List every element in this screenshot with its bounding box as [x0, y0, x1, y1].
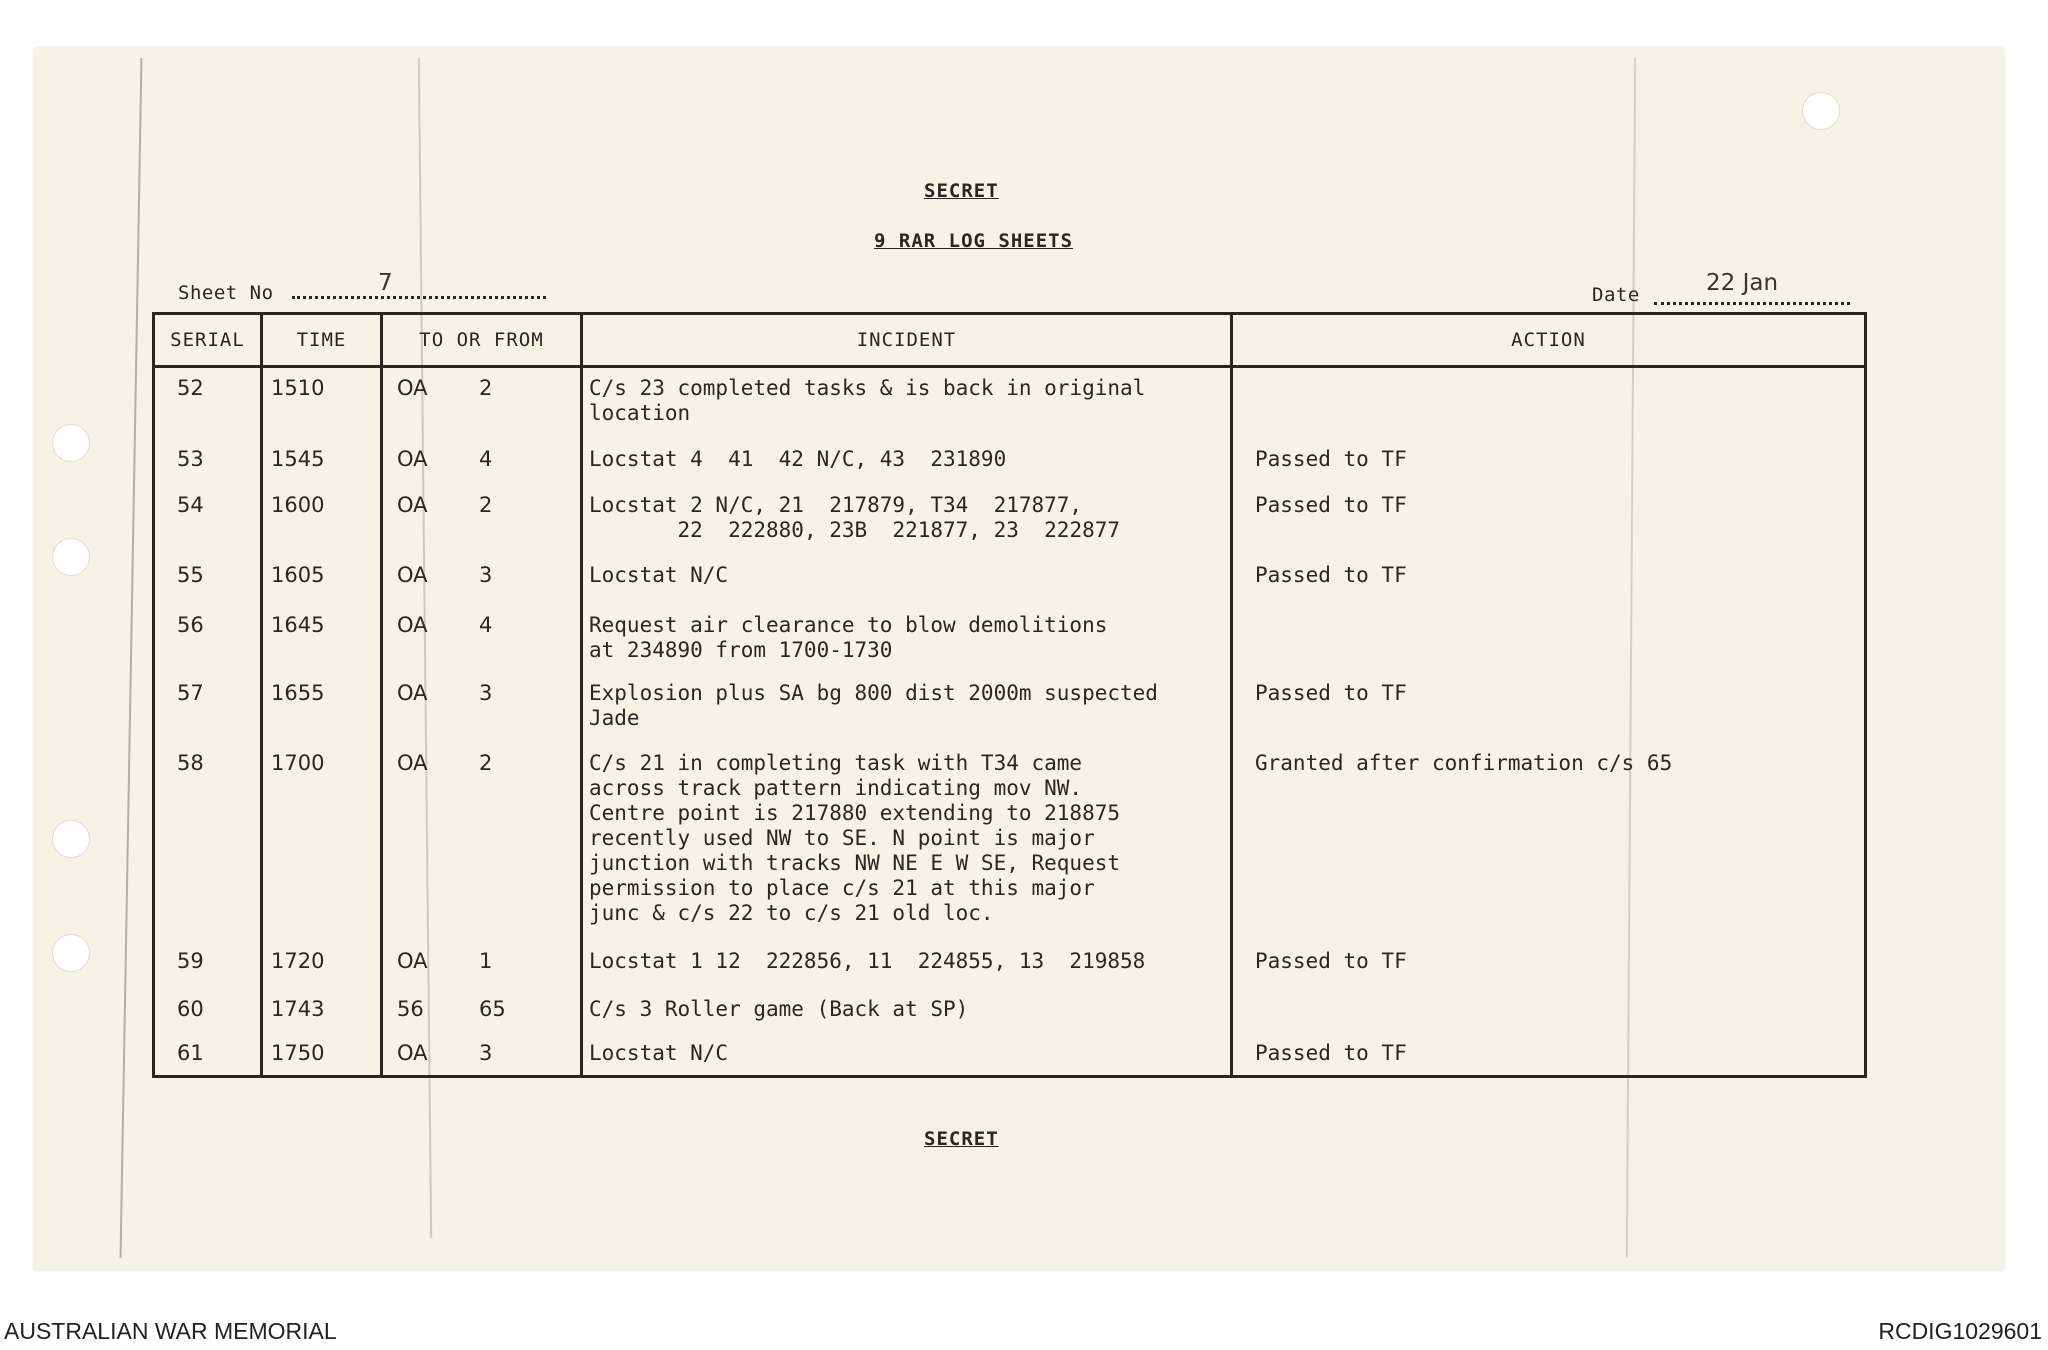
action-cell: Passed to TF	[1232, 673, 1866, 743]
from-value: 1	[479, 948, 493, 973]
from-value: 3	[479, 680, 493, 705]
table-row	[154, 439, 1866, 485]
action-cell: Passed to TF	[1232, 555, 1866, 605]
time-cell: 1655	[262, 673, 382, 743]
time-cell: 1605	[262, 555, 382, 605]
time-cell: 1700	[262, 743, 382, 941]
paper-crease	[120, 58, 143, 1258]
time-cell: 1545	[262, 439, 382, 485]
incident-cell: Explosion plus SA bg 800 dist 2000m suspected Jade	[582, 673, 1232, 743]
serial-cell: 57	[154, 673, 262, 743]
to-or-from-cell	[382, 555, 582, 605]
to-value: 56	[397, 996, 424, 1021]
log-table	[152, 312, 1867, 1078]
serial-cell: 54	[154, 485, 262, 555]
table-row	[154, 485, 1866, 555]
time-cell: 1510	[262, 367, 382, 439]
to-value: OA	[397, 680, 428, 705]
punch-hole	[52, 538, 90, 576]
from-value: 3	[479, 562, 493, 587]
from-value: 2	[479, 492, 493, 517]
action-cell: Passed to TF	[1232, 485, 1866, 555]
serial-cell: 60	[154, 989, 262, 1033]
to-value: OA	[397, 492, 428, 517]
table-row	[154, 555, 1866, 605]
table-row	[154, 941, 1866, 989]
to-or-from-cell	[382, 743, 582, 941]
column-header-time: TIME	[262, 314, 382, 367]
to-or-from-cell	[382, 367, 582, 439]
from-value: 4	[479, 612, 493, 637]
table-row	[154, 605, 1866, 673]
incident-cell: Locstat N/C	[582, 555, 1232, 605]
time-cell: 1743	[262, 989, 382, 1033]
sheet-no-dotted-line	[292, 296, 546, 299]
column-header-action: ACTION	[1232, 314, 1866, 367]
action-cell: Passed to TF	[1232, 941, 1866, 989]
to-value: OA	[397, 1040, 428, 1065]
action-cell: Granted after confirmation c/s 65	[1232, 743, 1866, 941]
sheet-no-label: Sheet No	[178, 282, 274, 304]
serial-cell: 53	[154, 439, 262, 485]
action-cell: Passed to TF	[1232, 439, 1866, 485]
column-header-serial: SERIAL	[154, 314, 262, 367]
to-value: OA	[397, 376, 428, 400]
archive-credit: AUSTRALIAN WAR MEMORIAL	[4, 1318, 337, 1344]
table-row	[154, 1033, 1866, 1077]
time-cell: 1645	[262, 605, 382, 673]
to-or-from-cell	[382, 673, 582, 743]
document-title: 9 RAR LOG SHEETS	[874, 230, 1074, 252]
to-or-from-cell	[382, 1033, 582, 1077]
to-value: OA	[397, 562, 428, 587]
action-cell	[1232, 605, 1866, 673]
incident-cell: Locstat 1 12 222856, 11 224855, 13 219858	[582, 941, 1232, 989]
time-cell: 1720	[262, 941, 382, 989]
table-row	[154, 367, 1866, 439]
column-header-incident: INCIDENT	[582, 314, 1232, 367]
serial-cell: 61	[154, 1033, 262, 1077]
serial-cell: 55	[154, 555, 262, 605]
to-value: OA	[397, 750, 428, 775]
incident-cell: C/s 3 Roller game (Back at SP)	[582, 989, 1232, 1033]
table-row	[154, 673, 1866, 743]
serial-cell: 52	[154, 367, 262, 439]
to-or-from-cell	[382, 485, 582, 555]
date-dotted-line	[1654, 302, 1850, 305]
incident-cell: Locstat 2 N/C, 21 217879, T34 217877, 22 222880, 23B 221877, 23 222877	[582, 485, 1232, 555]
from-value: 2	[479, 750, 493, 775]
from-value: 3	[479, 1040, 493, 1065]
date-value: 22 Jan	[1706, 270, 1779, 296]
to-value: OA	[397, 948, 428, 973]
punch-hole	[52, 934, 90, 972]
incident-cell: Locstat N/C	[582, 1033, 1232, 1077]
to-value: OA	[397, 446, 428, 471]
table-header-row	[154, 314, 1866, 367]
from-value: 65	[479, 996, 506, 1021]
to-or-from-cell	[382, 989, 582, 1033]
date-label: Date	[1592, 284, 1640, 306]
from-value: 4	[479, 446, 493, 471]
classification-bottom: SECRET	[924, 1128, 999, 1150]
incident-cell: C/s 23 completed tasks & is back in original location	[582, 367, 1232, 439]
serial-cell: 59	[154, 941, 262, 989]
to-or-from-cell	[382, 941, 582, 989]
to-value: OA	[397, 612, 428, 637]
table-row	[154, 989, 1866, 1033]
action-cell	[1232, 989, 1866, 1033]
time-cell: 1750	[262, 1033, 382, 1077]
serial-cell: 58	[154, 743, 262, 941]
action-cell: Passed to TF	[1232, 1033, 1866, 1077]
punch-hole	[1802, 92, 1840, 130]
from-value: 2	[479, 376, 493, 400]
punch-hole	[52, 820, 90, 858]
time-cell: 1600	[262, 485, 382, 555]
classification-top: SECRET	[924, 180, 999, 202]
serial-cell: 56	[154, 605, 262, 673]
table-row	[154, 743, 1866, 941]
column-header-to-or-from: TO OR FROM	[382, 314, 582, 367]
to-or-from-cell	[382, 605, 582, 673]
incident-cell: Locstat 4 41 42 N/C, 43 231890	[582, 439, 1232, 485]
archive-id: RCDIG1029601	[1878, 1318, 2042, 1344]
sheet-no-value: 7	[378, 270, 393, 296]
incident-cell: C/s 21 in completing task with T34 came across track pattern indicating mov NW. Centre point is 217880 extending to 218875 recently used NW to SE. N point is major junction with tracks NW NE E W SE, Request permission to place c/s 21 at this major junc & c/s 22 to c/s 21 old loc.	[582, 743, 1232, 941]
punch-hole	[52, 424, 90, 462]
action-cell	[1232, 367, 1866, 439]
to-or-from-cell	[382, 439, 582, 485]
incident-cell: Request air clearance to blow demolitions at 234890 from 1700-1730	[582, 605, 1232, 673]
